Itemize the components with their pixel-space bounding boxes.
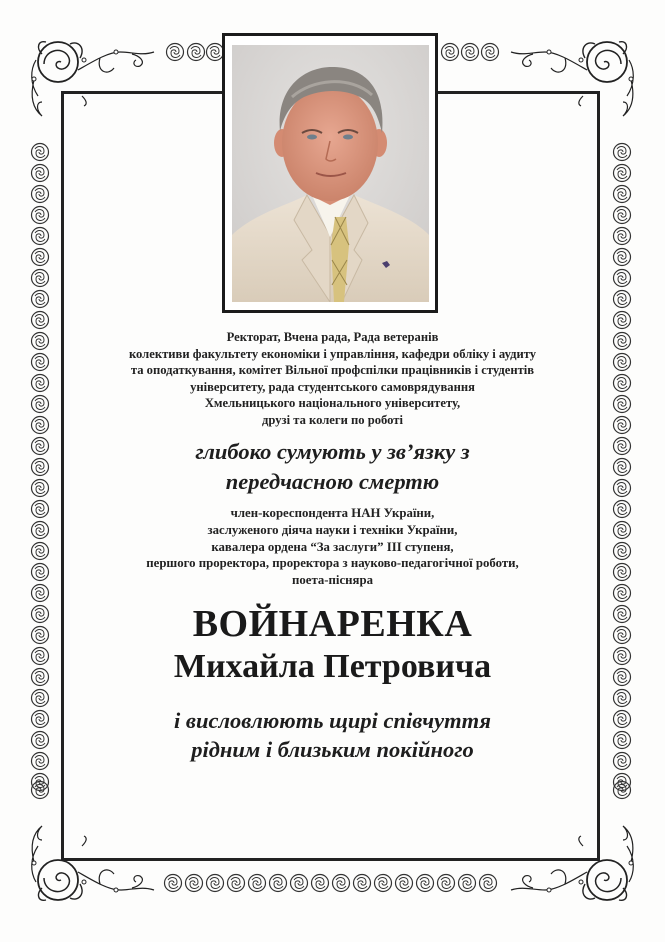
title-line: першого проректора, проректора з науково-педагогічної роботи,: [146, 556, 519, 571]
mourning-line: глибоко сумують у зв’язку з: [195, 439, 470, 464]
condolence-line: рідним і близьким покійного: [191, 737, 474, 762]
organizations-line: Хмельницького національного університету,: [204, 396, 461, 411]
organizations-line: та оподаткування, комітет Вільної профспілки працівників і студентів: [130, 363, 535, 378]
given-name-heading: Михайла Петровича: [173, 648, 492, 685]
organizations-line: друзі та колеги по роботі: [262, 412, 403, 427]
portrait-icon: [232, 45, 429, 302]
surname-heading: ВОЙНАРЕНКА: [192, 603, 473, 645]
condolence-text: [70, 706, 595, 764]
mourning-line: передчасною смертю: [225, 469, 440, 494]
title-line: кавалера ордена “За заслуги” ІІІ ступеня,: [211, 539, 454, 554]
title-line: поета-пісняра: [292, 573, 373, 588]
title-line: заслуженого діяча науки і техніки України,: [207, 522, 458, 537]
organizations-line: Ректорат, Вчена рада, Рада ветеранів: [226, 330, 439, 344]
organizations-line: університету, рада студентського самоврядування: [190, 379, 475, 394]
organizations-text: [70, 329, 595, 429]
mourning-text: [70, 437, 595, 497]
titles-text: [70, 505, 595, 589]
condolence-line: і висловлюють щирі співчуття: [174, 708, 491, 733]
organizations-line: колективи факультету економіки і управління, кафедри обліку і аудиту: [128, 346, 537, 361]
title-line: член-кореспондента НАН України,: [230, 506, 435, 520]
portrait-photo: [232, 45, 429, 302]
